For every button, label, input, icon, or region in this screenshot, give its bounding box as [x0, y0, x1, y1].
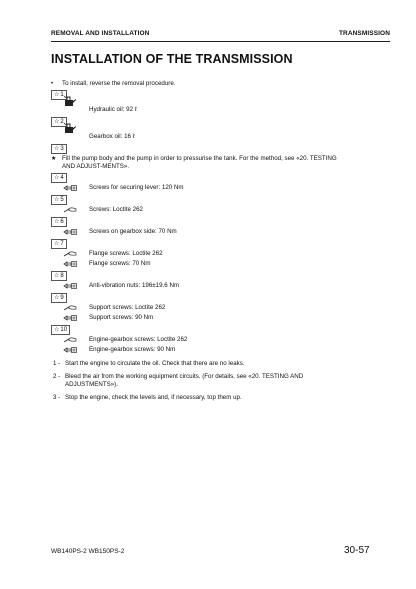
numbered-list: [51, 360, 351, 402]
spec-text: Screws for securing lever: 120 Nm: [89, 184, 184, 191]
item-text: Bleed the air from the working equipment circuits. (For details, see «20. TESTING AND ADJUSTMENTS»).: [65, 373, 304, 388]
spec-text: Flange screws: 70 Nm: [89, 260, 151, 267]
note-line: [51, 155, 351, 171]
torque-wrench-icon: [63, 184, 77, 192]
spec-text: Hydraulic oil: 92 ℓ: [89, 106, 137, 113]
bullet-symbol: •: [51, 80, 54, 87]
step-reference-box: [51, 271, 67, 281]
step-marker-icon: ☆: [54, 241, 60, 247]
procedure-body: [51, 78, 351, 402]
step-number: 9: [60, 295, 64, 301]
step-number: 3: [60, 146, 64, 152]
step-reference-box: [51, 173, 67, 183]
step-block: [51, 115, 351, 142]
step-block: [51, 171, 351, 193]
step-marker-icon: ☆: [54, 119, 60, 125]
step-block: [51, 269, 351, 291]
step-number: 2: [60, 119, 64, 125]
spec-line: [51, 128, 351, 142]
step-number: 6: [60, 219, 64, 225]
step-block: [51, 323, 351, 355]
item-number: 1 -: [53, 360, 61, 367]
torque-wrench-icon: [63, 346, 77, 354]
step-number: 8: [60, 273, 64, 279]
spec-line: [51, 101, 351, 115]
step-marker-icon: ☆: [54, 295, 60, 301]
step-reference-box: [51, 325, 70, 335]
step-block: [51, 215, 351, 237]
loctite-icon: [63, 206, 77, 214]
numbered-item: [53, 394, 351, 402]
spec-line: [51, 314, 351, 323]
footer-models: WB140PS-2 WB150PS-2: [51, 548, 125, 555]
step-number: 4: [60, 175, 64, 181]
loctite-icon: [63, 304, 77, 312]
spec-line: [51, 346, 351, 355]
star-icon: ★: [51, 155, 57, 162]
step-number: 7: [60, 241, 64, 247]
spec-text: Flange screws: Loctite 262: [89, 250, 163, 257]
spec-line: [51, 282, 351, 291]
header-rule: [51, 41, 390, 42]
item-text: Stop the engine, check the levels and, if necessary, top them up.: [65, 394, 242, 401]
torque-wrench-icon: [63, 314, 77, 322]
step-marker-icon: ☆: [54, 146, 60, 152]
loctite-icon: [63, 336, 77, 344]
spec-line: [51, 304, 351, 313]
numbered-item: [53, 360, 351, 368]
step-marker-icon: ☆: [54, 273, 60, 279]
step-block: [51, 237, 351, 269]
step-marker-icon: ☆: [54, 219, 60, 225]
item-number: 3 -: [53, 394, 61, 401]
spec-text: Gearbox oil: 16 ℓ: [89, 133, 135, 140]
item-number: 2 -: [53, 373, 61, 380]
spec-line: [51, 336, 351, 345]
spec-line: [51, 184, 351, 193]
step-marker-icon: ☆: [54, 175, 60, 181]
spec-text: Screws on gearbox side: 70 Nm: [89, 228, 177, 235]
step-reference-box: [51, 195, 67, 205]
step-reference-box: [51, 239, 67, 249]
step-marker-icon: ☆: [54, 327, 60, 333]
loctite-icon: [63, 250, 77, 258]
step-block: [51, 193, 351, 215]
step-reference-box: [51, 144, 67, 154]
spec-line: [51, 206, 351, 215]
step-block: [51, 291, 351, 323]
intro-bullet: [51, 80, 351, 88]
step-number: 5: [60, 197, 64, 203]
spec-text: Screws: Loctite 262: [89, 206, 143, 213]
numbered-item: [53, 373, 351, 389]
torque-wrench-icon: [63, 228, 77, 236]
spec-line: [51, 228, 351, 237]
spec-text: Support screws: 90 Nm: [89, 314, 154, 321]
spec-text: Engine-gearbox screws: Loctite 262: [89, 336, 188, 343]
oil-can-icon: [63, 95, 77, 103]
spec-text: Support screws: Loctite 262: [89, 304, 166, 311]
page-title: INSTALLATION OF THE TRANSMISSION: [51, 52, 293, 66]
spec-text: Anti-vibration nuts: 196±19.6 Nm: [89, 282, 180, 289]
item-text: Start the engine to circulate the oil. Check that there are no leaks.: [65, 360, 245, 367]
spec-text: Engine-gearbox screws: 90 Nm: [89, 346, 176, 353]
spec-line: [51, 260, 351, 269]
step-marker-icon: ☆: [54, 197, 60, 203]
step-reference-box: [51, 293, 67, 303]
step-block: [51, 142, 351, 171]
section-label: REMOVAL AND INSTALLATION: [51, 30, 150, 37]
step-number: 1: [60, 92, 64, 98]
step-block: [51, 88, 351, 115]
step-number: 10: [60, 327, 68, 333]
oil-can-icon: [63, 122, 77, 130]
torque-wrench-icon: [63, 260, 77, 268]
page-number: 30-57: [344, 545, 370, 556]
note-text: Fill the pump body and the pump in order to pressurise the tank. For the method, see «20. TESTING AND ADJUST-MENTS».: [62, 155, 337, 170]
step-marker-icon: ☆: [54, 92, 60, 98]
step-reference-box: [51, 217, 67, 227]
intro-text: To install, reverse the removal procedure.: [62, 80, 176, 87]
spec-line: [51, 250, 351, 259]
chapter-label: TRANSMISSION: [338, 30, 390, 37]
torque-wrench-icon: [63, 282, 77, 290]
step-list: [51, 88, 351, 355]
